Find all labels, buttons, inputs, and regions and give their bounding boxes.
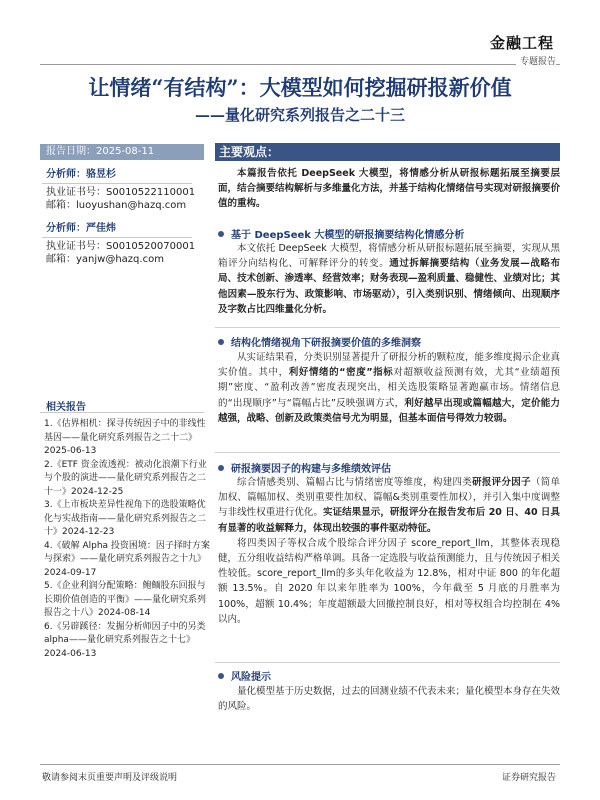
section-divider [215,452,560,453]
section-heading [218,668,271,683]
report-date: 报告日期：2025-08-11 [40,144,204,160]
section-body [218,684,560,714]
section-text-bold: 实证结果显示，研报评分在报告发布后 20 日、40 日具有显著的收益解释力，体现出较强的事件驱动特征。 [218,507,560,534]
section-text: 对超额收益预测有效，尤其“业绩超预期”密度、“盈利改善”密度表现突出，相关选股策略显著跑赢市场。情绪信息的“出现顺序”与“篇幅占比”反映强调方式， [218,367,560,409]
bullet-icon [218,339,224,345]
footer-divider [40,764,560,765]
section-heading-text: 基于 DeepSeek 大模型的研报摘要结构化情感分析 [231,230,465,241]
report-subtitle: ——量化研究系列报告之二十三 [194,106,405,124]
bullet-icon [218,231,224,237]
section-heading-text: 研报摘要因子的构建与多维绩效评估 [231,464,391,475]
bullet-icon [218,673,224,679]
footer-label: 证券研究报告 [501,773,556,783]
report-title: 让情绪“有结构”：大模型如何挖掘研报新价值 [88,75,512,100]
analyst-divider [42,237,192,238]
section-body [218,475,560,627]
related-reports-title: 相关报告 [46,402,86,413]
header-divider [40,64,560,65]
report-type-label: 专题报告 [516,54,556,67]
section-body [218,241,560,317]
analyst-role: 分析师： [46,223,86,234]
section-text: 本文依托 DeepSeek 大模型，将情感分析从研报标题拓展至摘要，实现从黑箱评分向结构化、可解释评分的转变。 [218,243,560,270]
section-heading [218,334,421,349]
related-reports-divider [40,412,204,413]
section-heading-text: 风险提示 [231,672,271,683]
intro-paragraph [218,166,560,212]
brand-label: 金融工程 [489,34,554,52]
section-text-bold: 研报评分因子 [472,477,531,488]
related-report-item[interactable]: 1.《估界相机：探寻传统因子中的非线性基因——量化研究系列报告之二十二》2025-06-13 [44,419,206,456]
section-text: 综合情感类别、篇幅占比与情绪密度等维度，构建四类 [237,477,473,488]
bullet-icon [218,465,224,471]
analyst-name: 骆昱杉 [86,169,116,180]
section-heading-text: 结构化情绪视角下研报摘要价值的多维洞察 [231,338,421,349]
key-points-title: 主要观点： [219,145,280,159]
related-report-item[interactable]: 3.《上市板块差异性视角下的选股策略优化与实战指南——量化研究系列报告之二十》2024-12-23 [44,500,207,537]
section-divider [215,662,560,663]
section-text: 从实证结果看，分类识别显著提升了研报分析的颗粒度，能多维度揭示企业真实价值。其中， [218,352,561,379]
section-text: （简单加权、篇幅加权、类别重要性加权、篇幅&类别重要性加权），并引入集中度调整与非线性权重进行优化。 [218,477,560,519]
related-report-item[interactable]: 6.《另辟蹊径：发掘分析师因子中的另类 alpha——量化研究系列报告之十七》2024-06-13 [44,621,206,659]
section-text-bold: 利好越早出现或篇幅越大，定价能力越强，战略、创新及政策类信号尤为明显，但基本面信号得效力较弱。 [218,397,560,424]
analyst-card [46,222,195,266]
analyst-card [46,168,195,212]
related-report-item[interactable]: 5.《企业利润分配策略：鲍鲕股东回报与长期价值创造的平衡》——量化研究系列报告之十八》2024-08-14 [44,581,207,618]
section-text-bold: 利好情绪的“密度”指标 [288,367,394,379]
related-report-item[interactable]: 4.《破解 Alpha 投资困境：因子择时方案与探索》——量化研究系列报告之十九》2024-09-17 [44,540,210,578]
section-text: 量化模型基于历史数据，过去的回测业绩不代表未来；量化模型本身存在失效的风险。 [218,686,561,713]
analyst-email[interactable]: 邮箱：yanjw@hazq.com [46,254,164,265]
analyst-license: 执业证书号：S0010522110001 [46,187,196,198]
key-points-bar [215,143,560,161]
section-text-bold: 通过拆解摘要结构（业务发展—战略布局、技术创新、渗透率、经营效率；财务表现—盈利质量、稳健性、业绩对比；其他因素—股东行为、政策影响、市场驱动），引入类别识别、情绪倾向、出现顺序及字数占比四维量化分析。 [218,258,561,315]
related-report-item[interactable]: 2.《ETF 资金流透视：被动化浪潮下行业与个股的演进——量化研究系列报告之二十一》2024-12-25 [44,459,207,497]
analyst-email[interactable]: 邮箱：luoyushan@hazq.com [46,200,187,211]
analyst-name: 严佳炜 [86,223,116,234]
section-heading [218,226,464,241]
intro-text: 本篇报告依托 DeepSeek 大模型，将情感分析从研报标题拓展至摘要层面，结合摘要结构解析与多维量化方法，并基于结构化情绪信号实现对研报摘要价值的重构。 [218,168,561,210]
analyst-divider [42,183,192,184]
section-text: 将四类因子等权合成个股综合评分因子 score_report_llm，其整体表现稳健，五分组收益结构严格单调。具备一定选股与收益预测能力，且与传统因子相关性较低。score_report_llm的多头年化收益为 12.8%，相对中证 800 的年化超额 13.5%。自 2020 年以来年胜率为 100%，今年截至 5 月底的月胜率为 100%，超额 10.4%；年度超额最大回撤控制良好，相对等权组合均控制在 4%以内。 [218,537,561,625]
analyst-role: 分析师： [46,169,86,180]
disclaimer-link[interactable]: 敬请参阅末页重要声明及评级说明 [42,773,178,783]
section-divider [215,327,560,328]
section-heading [218,460,391,475]
related-reports-list [44,418,212,661]
section-body [218,350,560,426]
analyst-license: 执业证书号：S0010520070001 [46,241,196,252]
